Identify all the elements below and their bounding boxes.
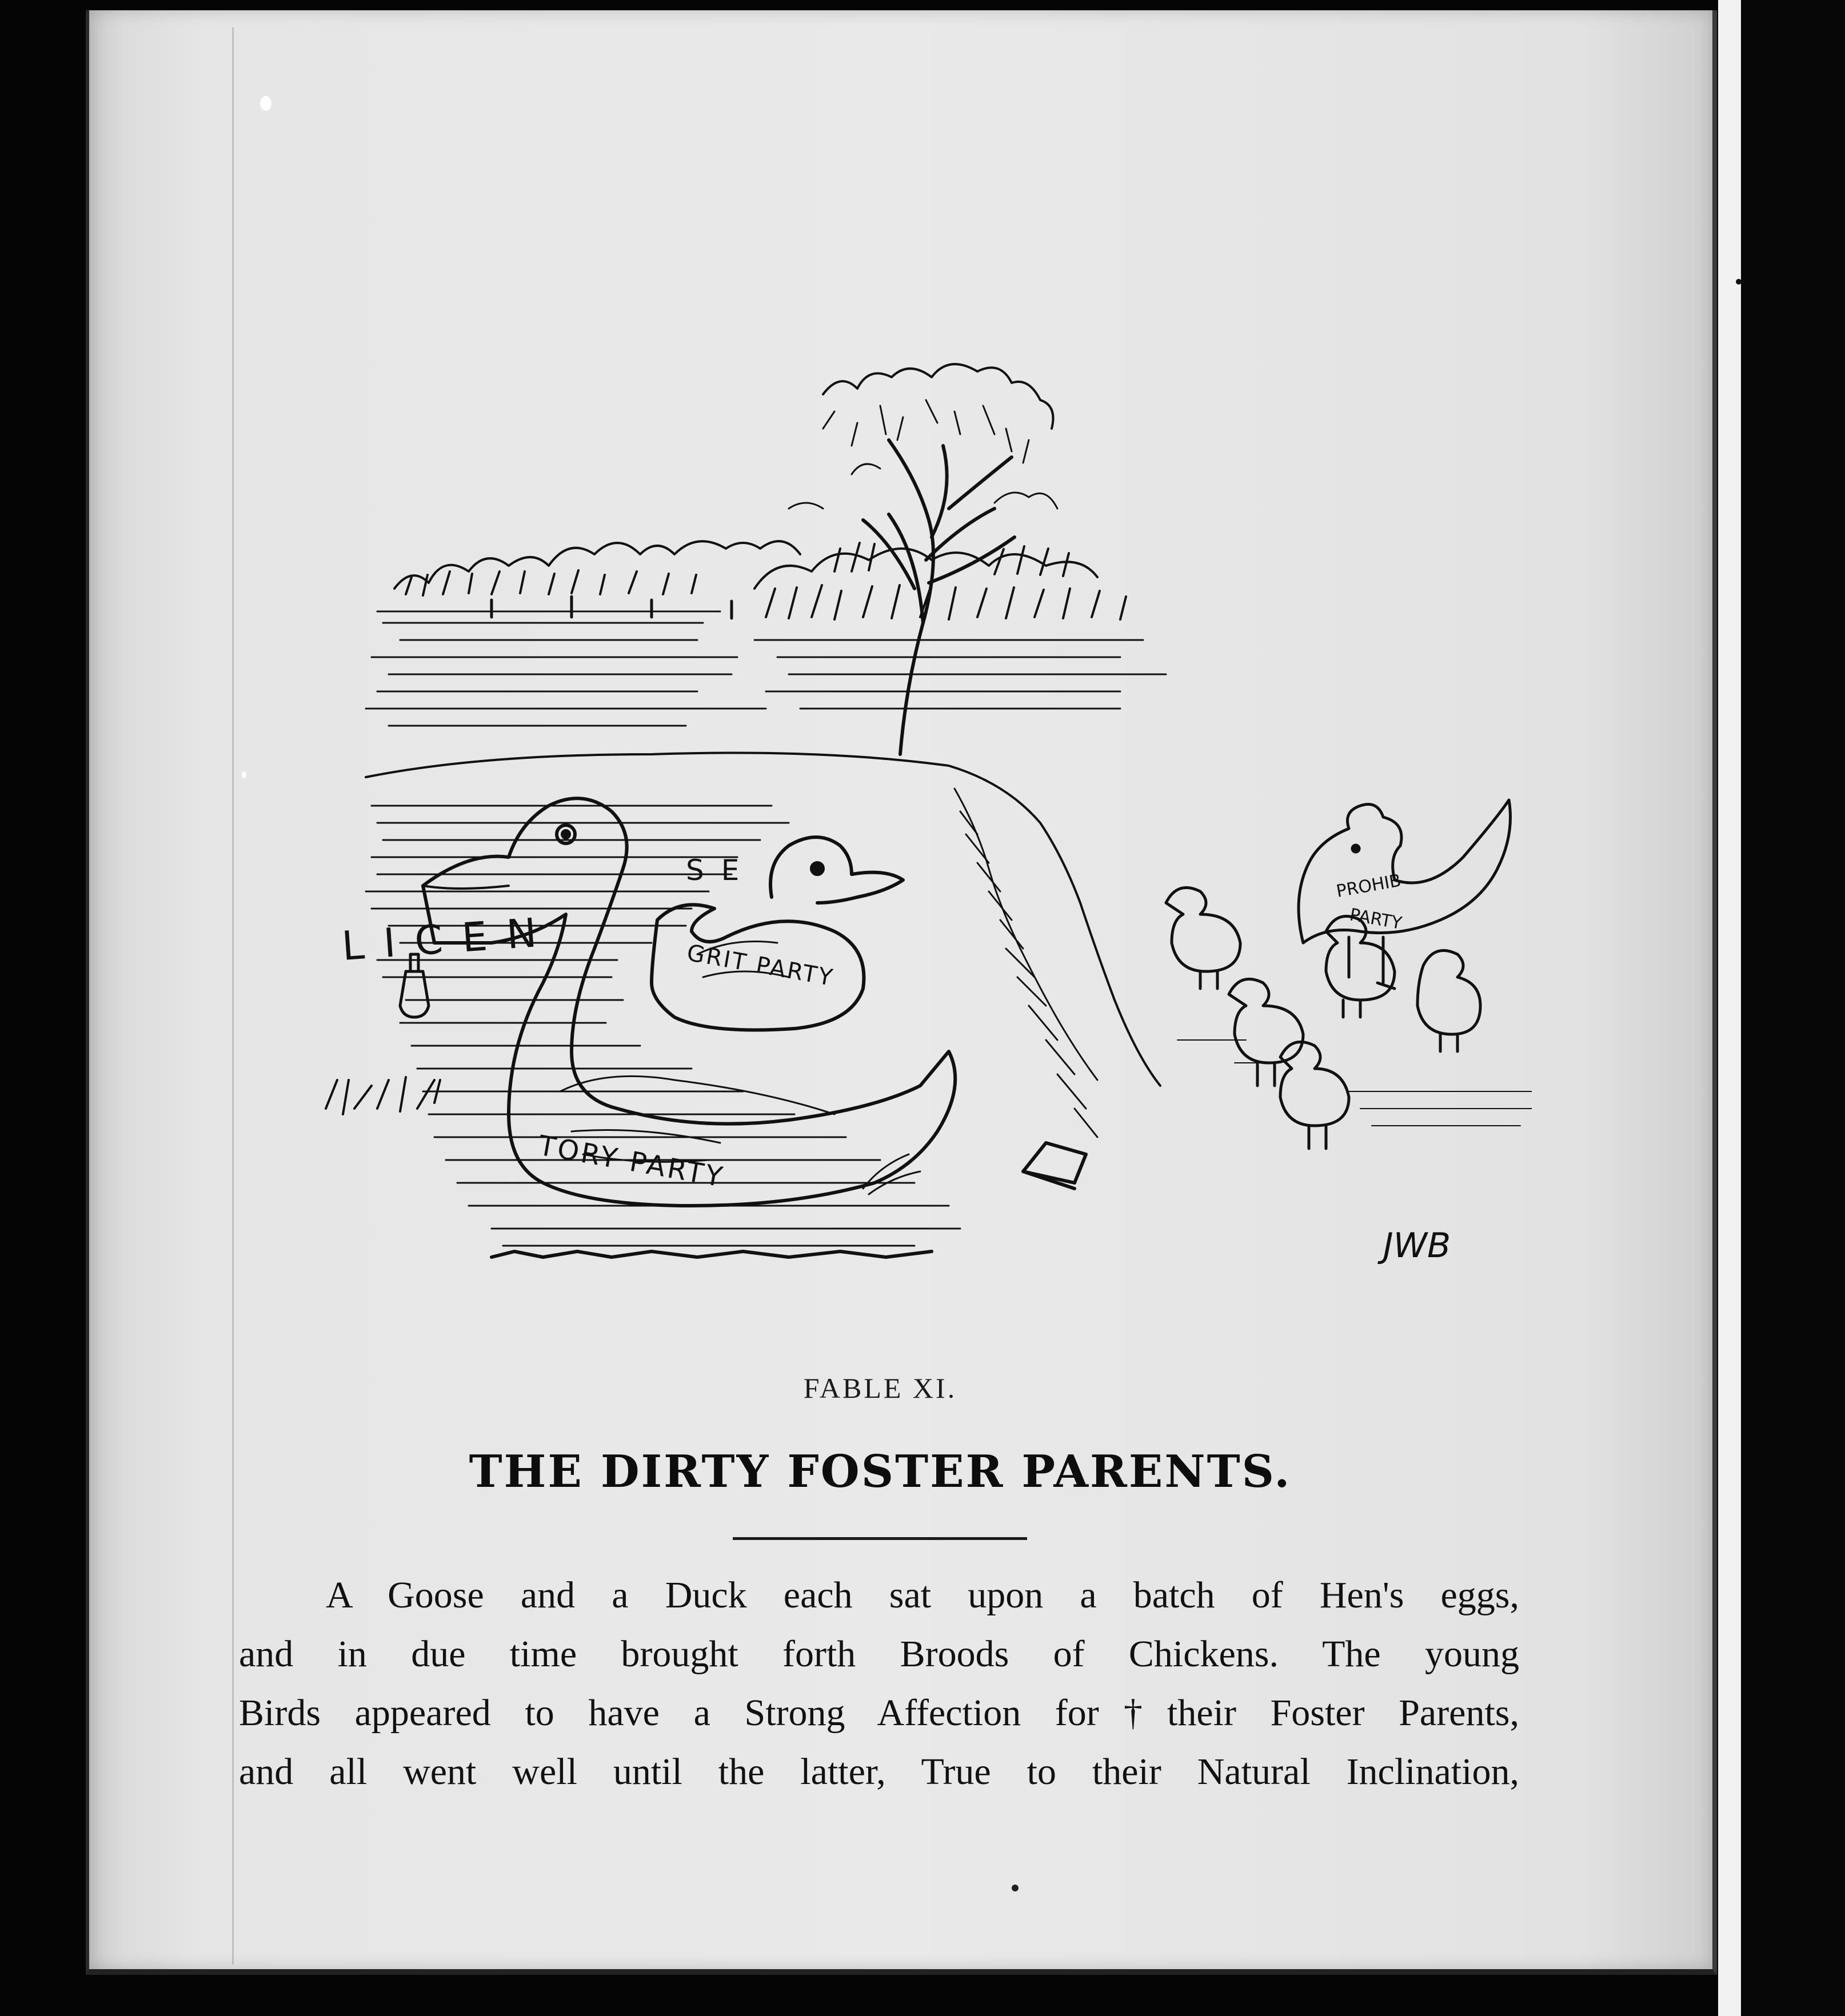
goose-label: TORY PARTY	[536, 1129, 727, 1194]
background-bushes	[394, 541, 1126, 619]
body-line: and in due time brought forth Broods of Chickens. The young	[239, 1633, 1519, 1675]
floating-box	[1023, 1143, 1086, 1189]
pond-lettering: LICEN	[340, 907, 558, 970]
title-rule	[733, 1537, 1027, 1540]
fable-title: THE DIRTY FOSTER PARENTS.	[469, 1446, 1292, 1498]
hen-label-line1: PROHIB	[1335, 870, 1403, 902]
fable-body	[239, 1566, 1519, 1801]
fable-illustration	[320, 320, 1532, 1343]
hen-label-line2: PARTY	[1348, 905, 1404, 934]
adjacent-page-edge	[1718, 0, 1741, 2016]
scan-speck	[260, 96, 271, 111]
artist-signature: JWB	[1383, 1226, 1451, 1266]
reeds	[326, 1077, 440, 1114]
ink-dot	[1736, 279, 1742, 285]
scan-speck	[242, 771, 246, 778]
body-line: Birds appeared to have a Strong Affection for†their Foster Parents,	[239, 1692, 1519, 1734]
page-crease	[232, 27, 234, 1965]
ink-dot	[1012, 1885, 1019, 1891]
scan-border-right	[1741, 0, 1845, 2016]
fable-number: FABLE XI.	[803, 1372, 957, 1404]
hen	[1299, 800, 1511, 989]
duck-label: GRIT PARTY	[685, 939, 836, 992]
illustration-svg	[320, 320, 1532, 1343]
chicks	[1166, 887, 1532, 1149]
tree	[789, 364, 1057, 754]
body-line: and all went well until the latter, True to their Natural Inclination,	[239, 1751, 1519, 1793]
pond	[366, 753, 1160, 1258]
body-line: A Goose and a Duck each sat upon a batch of Hen's eggs,	[326, 1574, 1519, 1616]
pond-lettering-2: SE	[686, 854, 757, 887]
